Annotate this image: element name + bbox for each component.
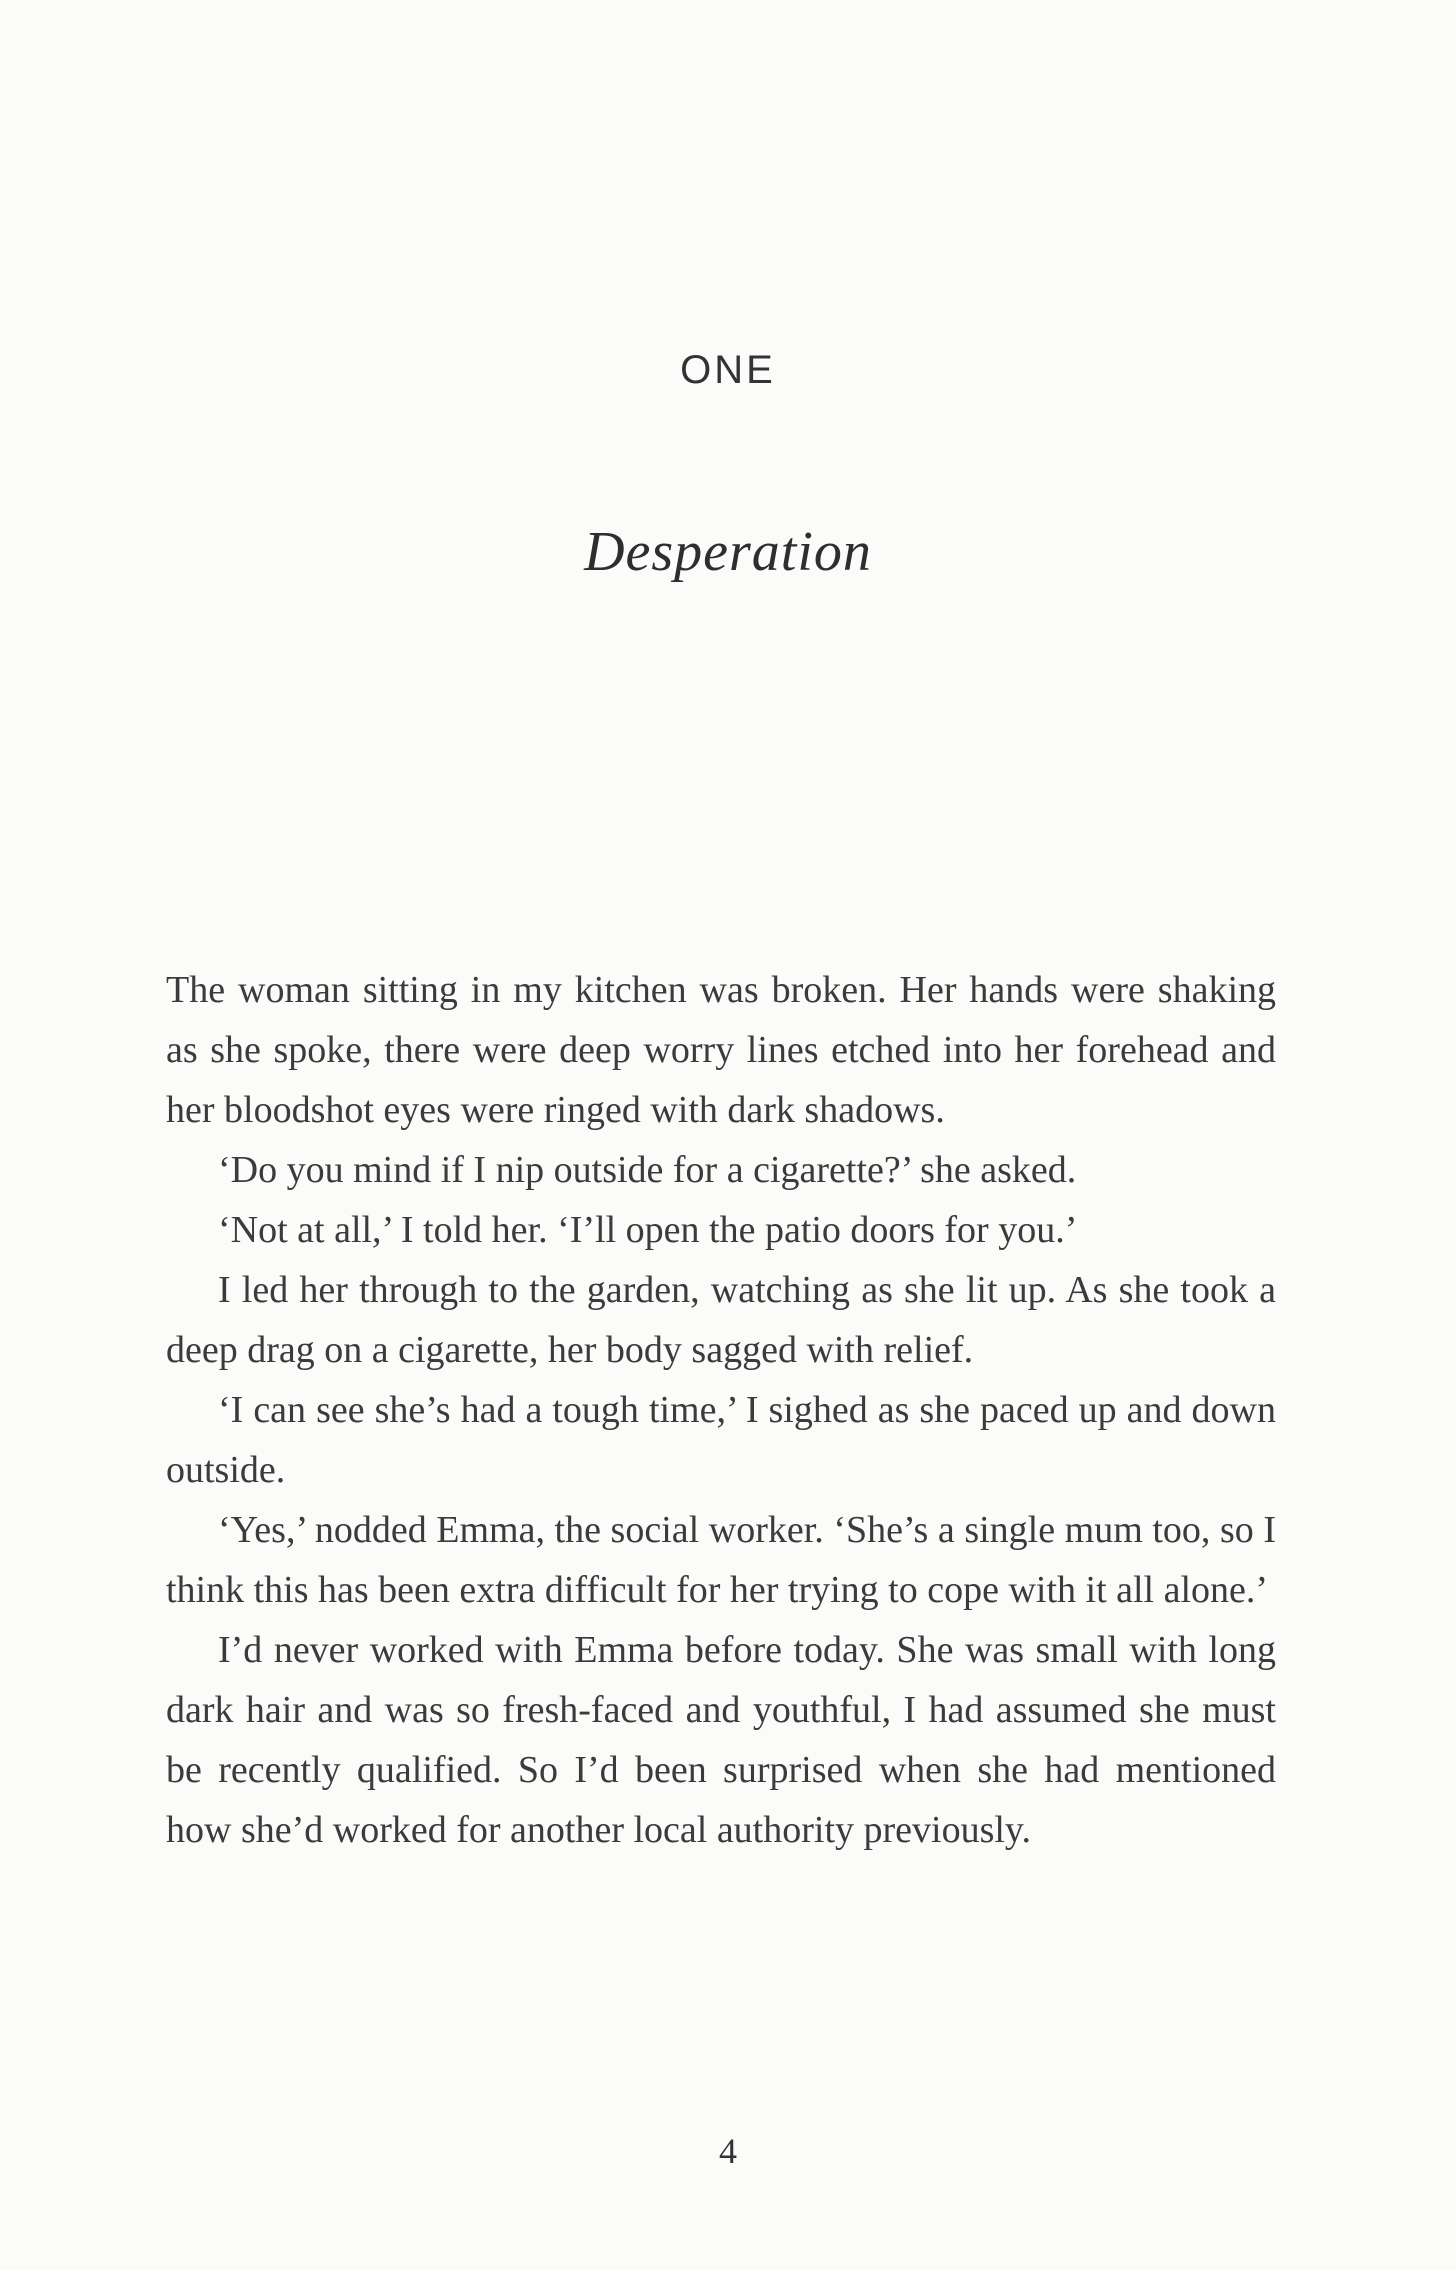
paragraph: I led her through to the garden, watching as she lit up. As she took a deep drag on a cigarette, her body sagged with relief. [166, 1269, 1276, 1371]
paragraph: I’d never worked with Emma before today. She was small with long dark hair and was so fresh-faced and youthful, I had assumed she must be recently qualified. So I’d been surprised when she had mentioned how she’d worked for another local authority previously. [166, 1629, 1276, 1851]
paragraph: The woman sitting in my kitchen was broken. Her hands were shaking as she spoke, there were deep worry lines etched into her forehead and her bloodshot eyes were ringed with dark shadows. [166, 969, 1276, 1131]
page-number: 4 [719, 2131, 737, 2171]
paragraph: ‘Not at all,’ I told her. ‘I’ll open the patio doors for you.’ [218, 1209, 1078, 1251]
chapter-number: ONE [680, 348, 776, 392]
paragraph: ‘I can see she’s had a tough time,’ I sighed as she paced up and down outside. [166, 1389, 1276, 1491]
chapter-body [166, 960, 1276, 1860]
paragraph: ‘Yes,’ nodded Emma, the social worker. ‘She’s a single mum too, so I think this has been extra difficult for her trying to cope with it all alone.’ [166, 1509, 1276, 1611]
chapter-title: Desperation [584, 521, 872, 583]
paragraph: ‘Do you mind if I nip outside for a cigarette?’ she asked. [218, 1149, 1077, 1191]
